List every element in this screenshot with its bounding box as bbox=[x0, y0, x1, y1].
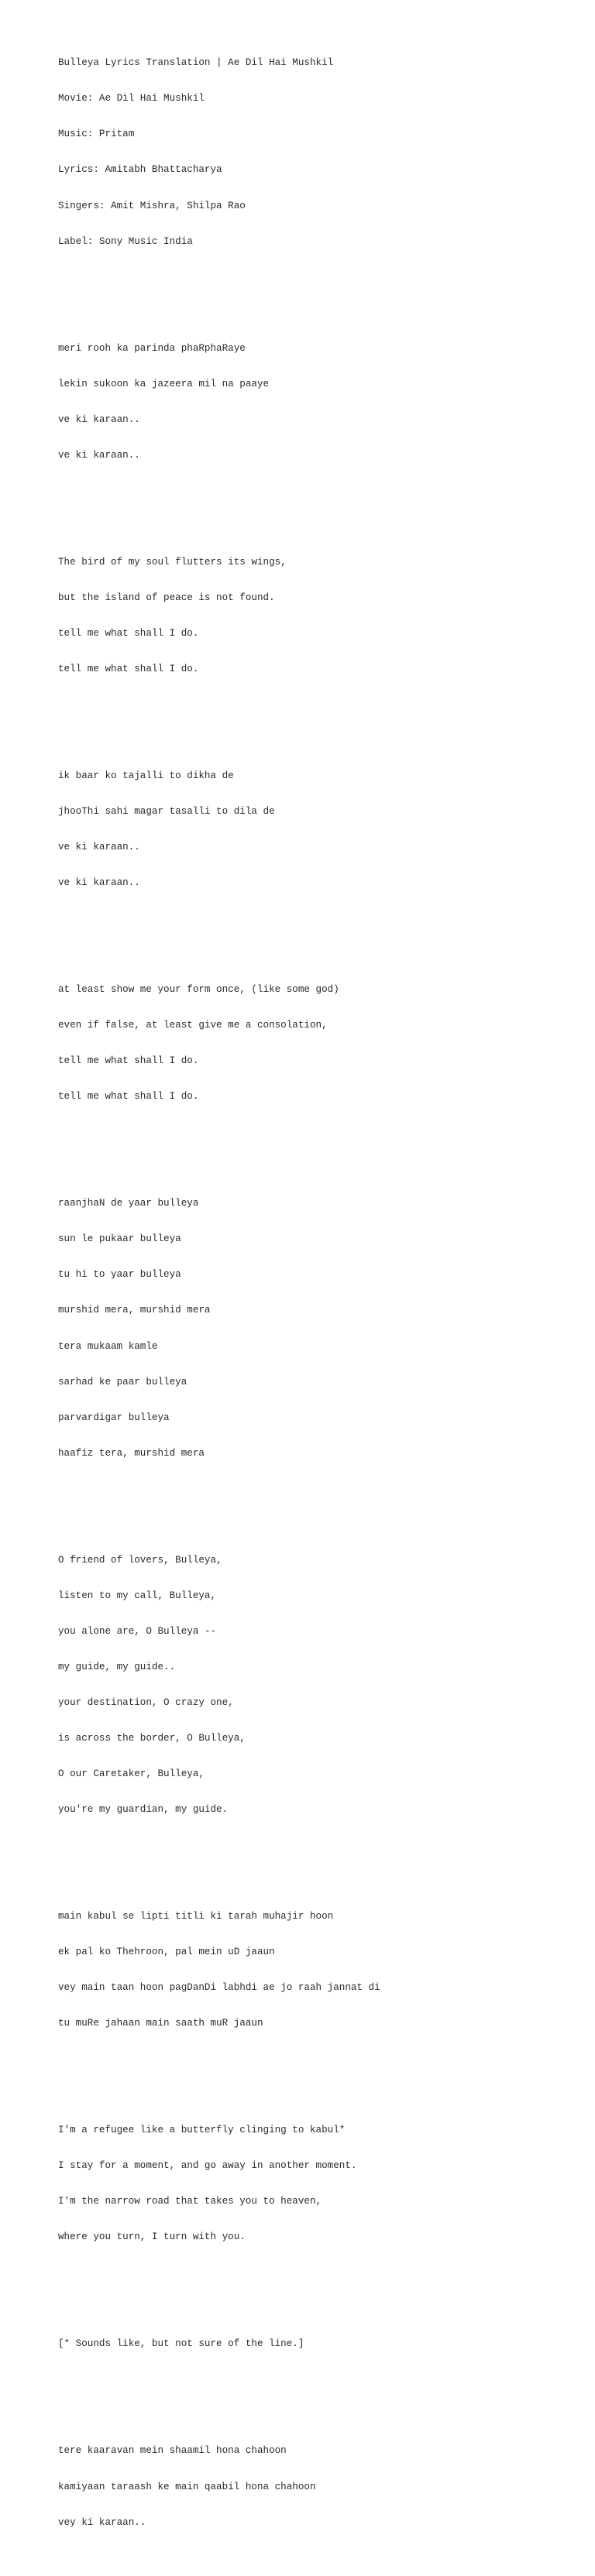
lyric-line: meri rooh ka parinda phaRphaRaye bbox=[58, 342, 246, 354]
lyric-line: lekin sukoon ka jazeera mil na paaye bbox=[58, 378, 270, 389]
translation-line: tell me what shall I do. bbox=[58, 1091, 199, 1103]
translation-line: your destination, O crazy one, bbox=[58, 1696, 234, 1708]
translation-line: tell me what shall I do. bbox=[58, 1055, 199, 1067]
stanza-8-translation bbox=[58, 2101, 569, 2268]
translation-line: listen to my call, Bulleya, bbox=[58, 1590, 217, 1601]
lyric-line: ek pal ko Thehroon, pal mein uD jaaun bbox=[58, 1947, 275, 1958]
label-line: Label: Sony Music India bbox=[58, 235, 193, 247]
lyric-line: parvardigar bulleya bbox=[58, 1411, 170, 1423]
translation-line: tell me what shall I do. bbox=[58, 627, 199, 639]
translation-line: tell me what shall I do. bbox=[58, 663, 199, 674]
translation-line: but the island of peace is not found. bbox=[58, 592, 275, 603]
translation-line: I stay for a moment, and go away in another moment. bbox=[58, 2160, 357, 2172]
translation-line: you're my guardian, my guide. bbox=[58, 1803, 229, 1815]
lyric-line: ve ki karaan.. bbox=[58, 449, 140, 461]
footnote-line: [* Sounds like, but not sure of the line.] bbox=[58, 2338, 304, 2350]
lyric-line: ve ki karaan.. bbox=[58, 413, 140, 425]
stanza-10 bbox=[58, 2422, 569, 2553]
lyric-line: ik baar ko tajalli to dikha de bbox=[58, 770, 234, 781]
lyrics-document bbox=[58, 10, 569, 2576]
stanza-6-translation bbox=[58, 1531, 569, 1840]
lyric-line: tu hi to yaar bulleya bbox=[58, 1269, 181, 1281]
stanza-3 bbox=[58, 746, 569, 913]
document-title: Bulleya Lyrics Translation | Ae Dil Hai Mushkil bbox=[58, 57, 334, 69]
header-block bbox=[58, 34, 569, 272]
stanza-4-translation bbox=[58, 961, 569, 1127]
translation-line: you alone are, O Bulleya -- bbox=[58, 1625, 217, 1637]
lyric-line: raanjhaN de yaar bulleya bbox=[58, 1198, 199, 1209]
translation-line: The bird of my soul flutters its wings, bbox=[58, 556, 287, 568]
translation-line: O friend of lovers, Bulleya, bbox=[58, 1554, 222, 1566]
lyric-line: ve ki karaan.. bbox=[58, 877, 140, 889]
translation-line: at least show me your form once, (like some god) bbox=[58, 984, 339, 996]
lyric-line: sun le pukaar bulleya bbox=[58, 1233, 181, 1245]
translation-line: O our Caretaker, Bulleya, bbox=[58, 1768, 205, 1779]
lyric-line: murshid mera, murshid mera bbox=[58, 1305, 211, 1316]
translation-line: I'm the narrow road that takes you to heaven, bbox=[58, 2196, 322, 2207]
music-line: Music: Pritam bbox=[58, 129, 135, 140]
translation-line: I'm a refugee like a butterfly clinging to kabul* bbox=[58, 2125, 346, 2136]
lyrics-credit-line: Lyrics: Amitabh Bhattacharya bbox=[58, 164, 222, 176]
singers-line: Singers: Amit Mishra, Shilpa Rao bbox=[58, 200, 246, 211]
lyric-line: ve ki karaan.. bbox=[58, 842, 140, 853]
footnote bbox=[58, 2315, 569, 2375]
movie-line: Movie: Ae Dil Hai Mushkil bbox=[58, 93, 205, 105]
stanza-5 bbox=[58, 1175, 569, 1484]
lyric-line: vey ki karaan.. bbox=[58, 2516, 146, 2528]
lyric-line: kamiyaan taraash ke main qaabil hona chahoon bbox=[58, 2481, 316, 2492]
translation-line: is across the border, O Bulleya, bbox=[58, 1732, 246, 1744]
stanza-2-translation bbox=[58, 533, 569, 699]
stanza-1 bbox=[58, 319, 569, 485]
lyric-line: tu muRe jahaan main saath muR jaaun bbox=[58, 2018, 263, 2029]
lyric-line: tera mukaam kamle bbox=[58, 1340, 158, 1352]
translation-line: even if false, at least give me a consolation, bbox=[58, 1020, 328, 1031]
translation-line: my guide, my guide.. bbox=[58, 1661, 176, 1672]
lyric-line: haafiz tera, murshid mera bbox=[58, 1447, 205, 1459]
stanza-7 bbox=[58, 1887, 569, 2053]
translation-line: where you turn, I turn with you. bbox=[58, 2231, 246, 2243]
lyric-line: tere kaaravan mein shaamil hona chahoon bbox=[58, 2445, 287, 2457]
lyric-line: jhooThi sahi magar tasalli to dila de bbox=[58, 806, 275, 818]
lyric-line: main kabul se lipti titli ki tarah muhajir hoon bbox=[58, 1911, 334, 1922]
lyric-line: vey main taan hoon pagDanDi labhdi ae jo raah jannat di bbox=[58, 1982, 380, 1994]
lyric-line: sarhad ke paar bulleya bbox=[58, 1376, 187, 1387]
